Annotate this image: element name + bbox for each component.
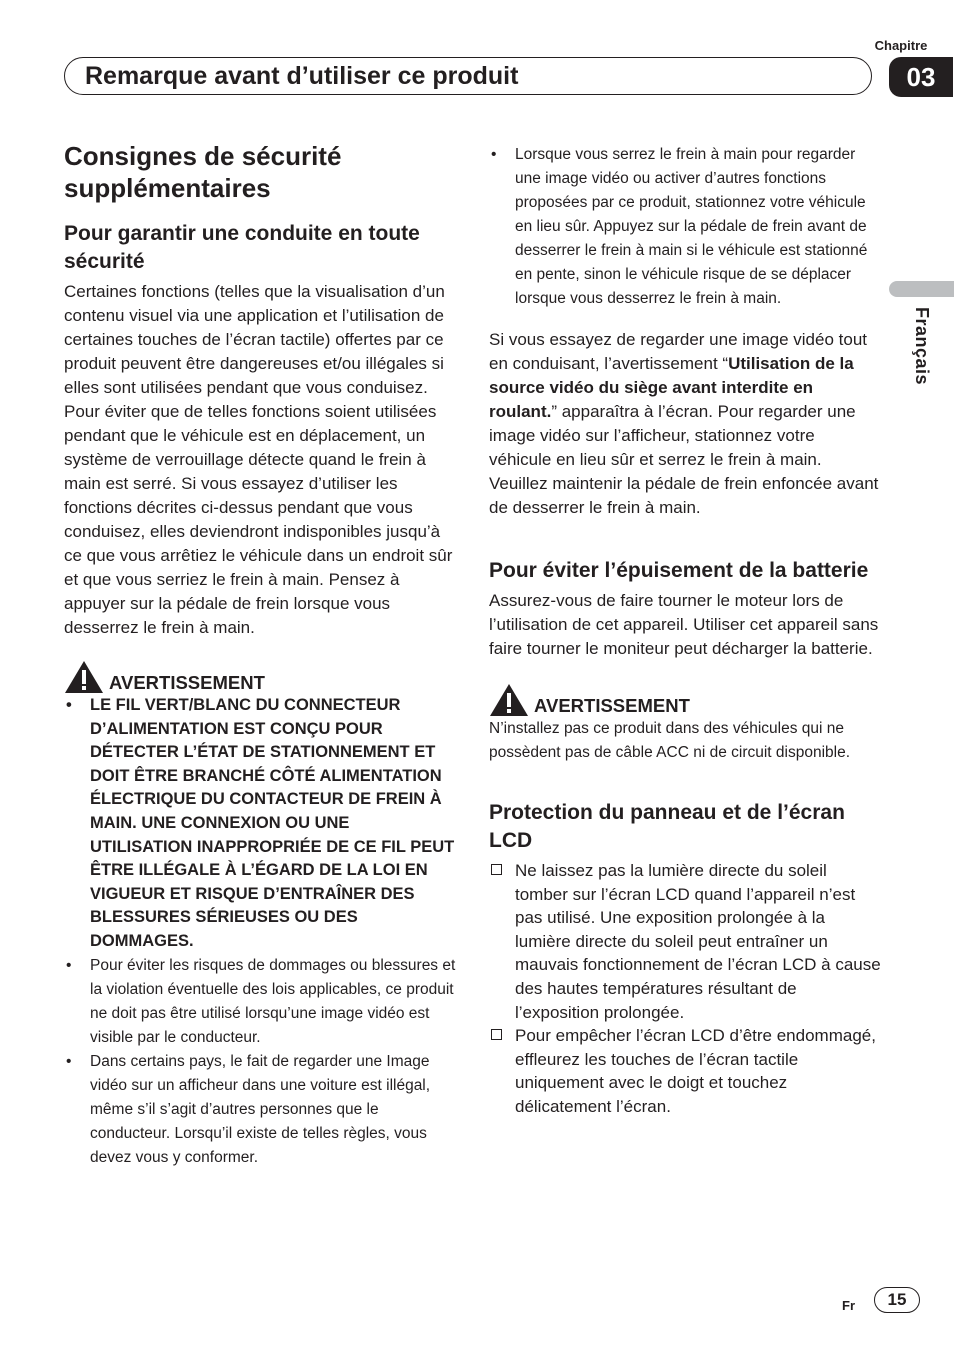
- list-item: [489, 1024, 881, 1118]
- section-heading-safe-driving: Pour garantir une conduite en toute sécurité: [64, 222, 420, 273]
- list-item: [489, 859, 881, 1024]
- list-item: [64, 954, 456, 1050]
- section-heading-lcd: Protection du panneau et de l’écran LCD: [489, 801, 845, 852]
- side-tab: [889, 281, 954, 297]
- warning-list: [64, 694, 456, 1170]
- warning-triangle-icon: [64, 660, 104, 694]
- list-item: [489, 143, 881, 311]
- right-column: [489, 143, 881, 1119]
- main-title: Consignes de sécurité supplémentaires: [64, 141, 342, 203]
- paragraph-intro: Si vous essayez de regarder une image vidéo tout en conduisant, l’avertissement “: [489, 330, 868, 373]
- warning-bullet-text: Pour éviter les risques de dommages ou blessures et la violation éventuelle des lois applicables, ce produit ne doit pas être utilisé lorsqu’une image vidéo est visible par le conducteur.: [90, 956, 456, 1046]
- bullet-dot: •: [66, 1052, 72, 1070]
- handbrake-bullet-text: Lorsque vous serrez le frein à main pour regarder une image vidéo ou activer d’autres fonctions proposées par ce produit, stationnez votre véhicule en lieu sûr. Appuyez sur la pédale de frein avant de desserrer le frein à main si le véhicule est stationné en pente, sinon le véhicule risque de se déplacer lorsque vous desserrez le frein à main.: [515, 146, 868, 307]
- continued-list: [489, 143, 881, 311]
- onscreen-warning-text: Utilisation de la source vidéo du siège avant interdite en roulant.: [489, 354, 854, 421]
- warning-header: [64, 660, 456, 694]
- page-number: 15: [874, 1287, 920, 1313]
- checkbox-bullet-icon: [491, 864, 502, 875]
- paragraph-rest: ” apparaîtra à l’écran. Pour regarder une image vidéo sur l’afficheur, stationnez votre véhicule en lieu sûr et serrez le frein à main. Veuillez maintenir la pédale de frein enfoncée avant de desserrer le frein à main.: [489, 402, 879, 517]
- warning-label: AVERTISSEMENT: [534, 695, 690, 716]
- lcd-list: [489, 859, 881, 1119]
- section-body-battery: Assurez-vous de faire tourner le moteur lors de l’utilisation de cet appareil. Utiliser cet appareil sans faire tourner le moniteur peut décharger la batterie.: [489, 591, 879, 658]
- footer-language-code: Fr: [842, 1298, 855, 1313]
- warning-body: N’installez pas ce produit dans des véhicules qui ne possèdent pas de câble ACC ni de circuit disponible.: [489, 720, 851, 761]
- left-column: [64, 140, 456, 1170]
- list-item: [64, 1050, 456, 1170]
- section-body-safe-driving: Certaines fonctions (telles que la visualisation d’un contenu visuel via une application et l’utilisation de certaines touches de l’écran tactile) offertes par ce produit peuvent être dangereuses et/ou illégales si elles sont utilisées pendant que vous conduisez. Pour éviter que de telles fonctions soient utilisées pendant que le véhicule est en déplacement, un système de verrouillage détecte quand le frein à main est serré. Si vous essayez d’utiliser les fonctions décrites ci-dessus pendant que vous conduisez, elles deviendront indisponibles jusqu’à ce que vous arrêtiez le véhicule dans un endroit sûr et que vous serriez le frein à main. Pensez à appuyer sur la pédale de frein lorsque vous desserrez le frein à main.: [64, 282, 453, 637]
- lcd-item-text: Ne laissez pas la lumière directe du soleil tomber sur l’écran LCD quand l’appareil n’est pas utilisé. Une exposition prolongée à la lumière directe du soleil peut entraîner un mauvais fonctionnement de l’écran LCD à cause des hautes températures résultant de l’exposition prolongée.: [515, 861, 881, 1022]
- lcd-item-text: Pour empêcher l’écran LCD d’être endommagé, effleurez les touches de l’écran tactile uniquement avec le doigt et touchez délicatement l’écran.: [515, 1026, 876, 1116]
- warning-header: [489, 683, 881, 717]
- section-heading-battery: Pour éviter l’épuisement de la batterie: [489, 559, 869, 582]
- header-title: Remarque avant d’utiliser ce produit: [85, 62, 519, 90]
- bullet-dot: •: [491, 146, 497, 163]
- bullet-dot: •: [66, 956, 72, 974]
- chapter-badge: 03: [889, 57, 953, 97]
- header-bar: [64, 57, 872, 95]
- chapter-label: Chapitre: [874, 38, 928, 53]
- side-language-label: Français: [912, 307, 932, 386]
- checkbox-bullet-icon: [491, 1029, 502, 1040]
- warning-label: AVERTISSEMENT: [109, 672, 265, 693]
- video-warning-paragraph: [489, 328, 881, 520]
- warning-bullet-text: Dans certains pays, le fait de regarder une Image vidéo sur un afficheur dans une voiture est illégal, même s’il s’agit d’autres personnes que le conducteur. Lorsqu’il existe de telles règles, vous devez vous y conformer.: [90, 1052, 431, 1166]
- warning-triangle-icon: [489, 683, 529, 717]
- list-item: [64, 694, 456, 954]
- bullet-dot: •: [66, 696, 72, 714]
- warning-caps-text: LE FIL VERT/BLANC DU CONNECTEUR D’ALIMENTATION EST CONÇU POUR DÉTECTER L’ÉTAT DE STATIONNEMENT ET DOIT ÊTRE BRANCHÉ CÔTÉ ALIMENTATION ÉLECTRIQUE DU CONTACTEUR DE FREIN À MAIN. UNE CONNEXION OU UNE UTILISATION INAPPROPRIÉE DE CE FIL PEUT ÊTRE ILLÉGALE À L’ÉGARD DE LA LOI EN VIGUEUR ET RISQUE D’ENTRAÎNER DES BLESSURES SÉRIEUSES OU DES DOMMAGES.: [90, 696, 455, 950]
